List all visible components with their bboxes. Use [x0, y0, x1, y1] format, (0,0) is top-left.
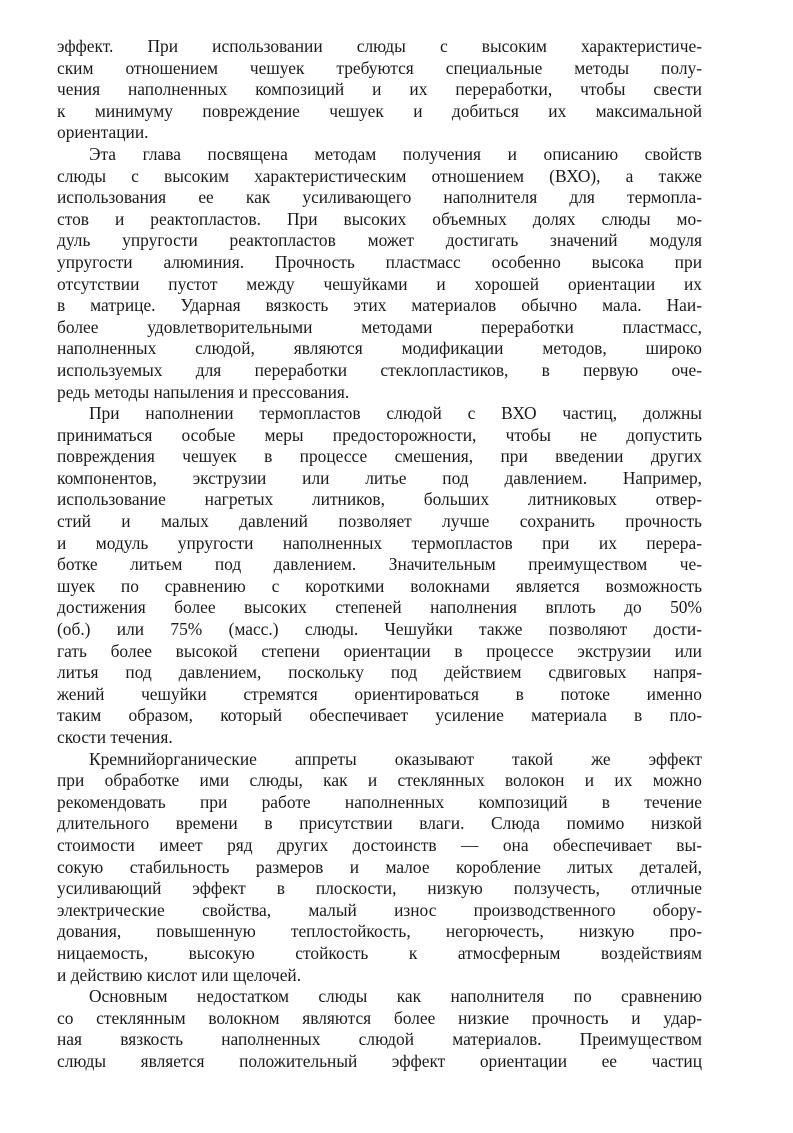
- paragraph-2: [57, 144, 702, 403]
- text-line: жений чешуйки стремятся ориентироваться в потоке именно: [57, 683, 702, 704]
- paragraph-1: [57, 36, 702, 144]
- text-line: и модуль упругости наполненных термопластов при их перера-: [57, 532, 702, 553]
- text-line: Эта глава посвящена методам получения и описанию свойств: [89, 143, 702, 164]
- text-line: используемых для переработки стеклопластиков, в первую оче-: [57, 359, 702, 380]
- text-line: к минимуму повреждение чешуек и добиться их максимальной: [57, 100, 702, 121]
- text-line: слюды с высоким характеристическим отношением (ВХО), а также: [57, 165, 702, 186]
- text-line: стий и малых давлений позволяет лучше сохранить прочность: [57, 511, 702, 532]
- text-line: эффект. При использовании слюды с высоким характеристиче-: [57, 36, 702, 56]
- text-line: электрические свойства, малый износ производственного обору-: [57, 899, 702, 920]
- text-line: таким образом, который обеспечивает усиление материала в пло-: [57, 705, 702, 726]
- text-line: шуек по сравнению с короткими волокнами является возможность: [57, 575, 702, 596]
- document-page: [57, 36, 702, 1116]
- text-line: ориентации.: [57, 122, 149, 143]
- text-line: ная вязкость наполненных слюдой материалов. Преимуществом: [57, 1029, 702, 1050]
- text-line: (об.) или 75% (масс.) слюды. Чешуйки также позволяют дости-: [57, 619, 702, 640]
- text-line: отсутствии пустот между чешуйками и хорошей ориентации их: [57, 273, 702, 294]
- text-line: сокую стабильность размеров и малое коробление литых деталей,: [57, 856, 702, 877]
- text-line: более удовлетворительными методами переработки пластмасс,: [57, 316, 702, 337]
- text-body: [57, 36, 702, 1073]
- paragraph-5: [57, 986, 702, 1072]
- text-line: стоимости имеет ряд других достоинств — она обеспечивает вы-: [57, 834, 702, 855]
- text-line: упругости алюминия. Прочность пластмасс особенно высока при: [57, 251, 702, 272]
- text-line: чения наполненных композиций и их переработки, чтобы свести: [57, 79, 702, 100]
- text-line: гать более высокой степени ориентации в процессе экструзии или: [57, 640, 702, 661]
- text-line: достижения более высоких степеней наполнения вплоть до 50%: [57, 597, 702, 618]
- text-line: дуль упругости реактопластов может достигать значений модуля: [57, 230, 702, 251]
- text-line: литья под давлением, поскольку под действием сдвиговых напря-: [57, 662, 702, 683]
- text-line: компонентов, экструзии или литье под давлением. Например,: [57, 467, 702, 488]
- text-line: со стеклянным волокном являются более низкие прочность и удар-: [57, 1007, 702, 1028]
- text-line: наполненных слюдой, являются модификации методов, широко: [57, 338, 702, 359]
- paragraph-3: [57, 403, 702, 749]
- text-line: ницаемость, высокую стойкость к атмосферным воздействиям: [57, 942, 702, 963]
- text-line: рекомендовать при работе наполненных композиций в течение: [57, 791, 702, 812]
- text-line: Основным недостатком слюды как наполнителя по сравнению: [89, 986, 702, 1007]
- text-line: Кремнийорганические аппреты оказывают такой же эффект: [89, 748, 702, 769]
- text-line: использования ее как усиливающего наполнителя для термопла-: [57, 187, 702, 208]
- text-line: скости течения.: [57, 727, 173, 747]
- text-line: усиливающий эффект в плоскости, низкую ползучесть, отличные: [57, 878, 702, 899]
- text-line: при обработке ими слюды, как и стеклянных волокон и их можно: [57, 770, 702, 791]
- text-line: и действию кислот или щелочей.: [57, 964, 302, 985]
- text-line: в матрице. Ударная вязкость этих материалов обычно мала. Наи-: [57, 295, 702, 316]
- text-line: редь методы напыления и прессования.: [57, 381, 350, 402]
- text-line: длительного времени в присутствии влаги. Слюда помимо низкой: [57, 813, 702, 834]
- text-line: ским отношением чешуек требуются специальные методы полу-: [57, 57, 702, 78]
- text-line: использование нагретых литников, больших литниковых отвер-: [57, 489, 702, 510]
- text-line: дования, повышенную теплостойкость, негорючесть, низкую про-: [57, 921, 702, 942]
- text-line: стов и реактопластов. При высоких объемных долях слюды мо-: [57, 208, 702, 229]
- text-line: ботке литьем под давлением. Значительным преимуществом че-: [57, 554, 702, 575]
- text-line: приниматься особые меры предосторожности, чтобы не допустить: [57, 424, 702, 445]
- paragraph-4: [57, 749, 702, 987]
- text-line: При наполнении термопластов слюдой с ВХО частиц, должны: [89, 403, 702, 424]
- text-line: повреждения чешуек в процессе смешения, при введении других: [57, 446, 702, 467]
- text-line: слюды является положительный эффект ориентации ее частиц: [57, 1050, 702, 1071]
